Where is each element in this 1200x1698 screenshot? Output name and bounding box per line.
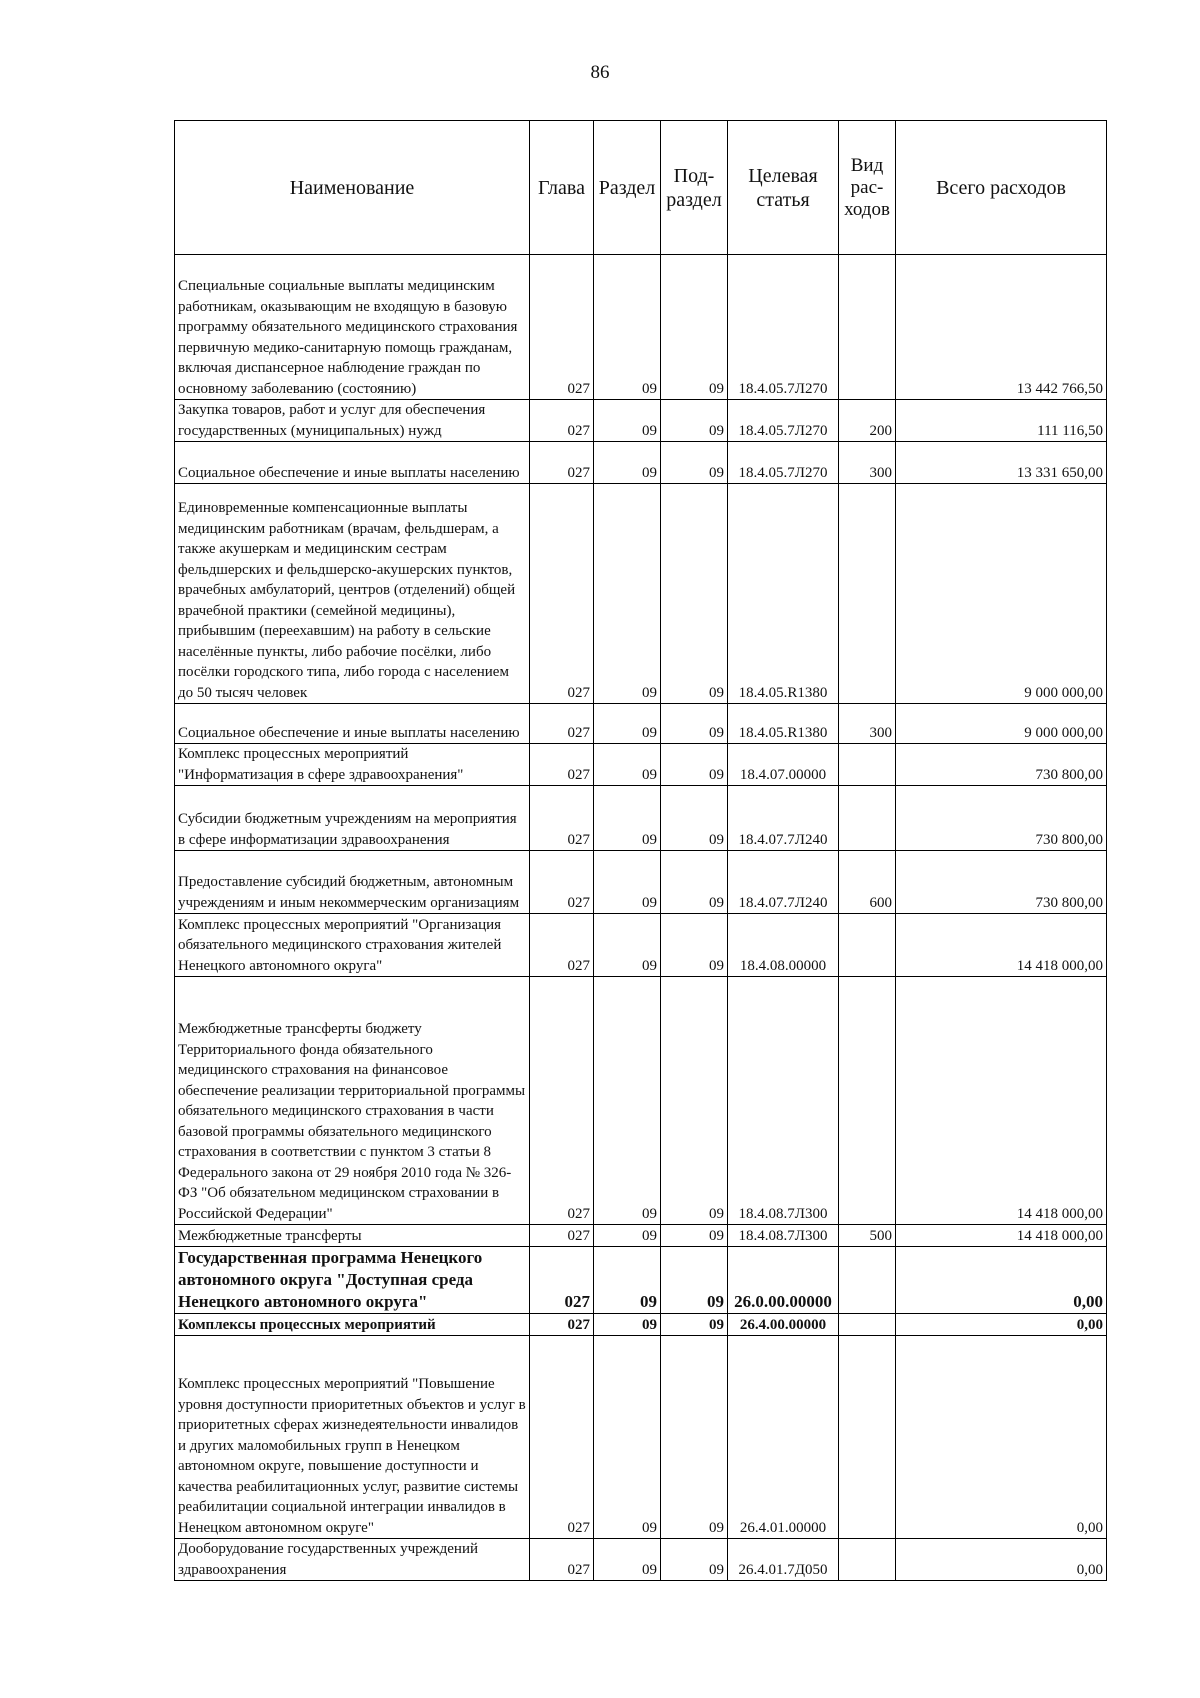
header-target: Целевая статья bbox=[728, 121, 839, 255]
row-section: 09 bbox=[594, 786, 661, 851]
row-chapter: 027 bbox=[530, 255, 594, 400]
table-row bbox=[175, 400, 1107, 442]
header-chapter: Глава bbox=[530, 121, 594, 255]
row-section: 09 bbox=[594, 484, 661, 704]
row-section: 09 bbox=[594, 1225, 661, 1247]
row-section: 09 bbox=[594, 1247, 661, 1314]
row-kind bbox=[839, 786, 896, 851]
header-section: Раздел bbox=[594, 121, 661, 255]
row-kind bbox=[839, 1247, 896, 1314]
row-target: 18.4.05.7Л270 bbox=[728, 400, 839, 442]
row-target: 18.4.08.7Л300 bbox=[728, 977, 839, 1225]
header-name: Наименование bbox=[175, 121, 530, 255]
row-section: 09 bbox=[594, 1539, 661, 1581]
row-subsection: 09 bbox=[661, 786, 728, 851]
row-chapter: 027 bbox=[530, 977, 594, 1225]
row-target: 18.4.05.7Л270 bbox=[728, 442, 839, 484]
table-row bbox=[175, 704, 1107, 744]
table-row bbox=[175, 1247, 1107, 1314]
table-row bbox=[175, 977, 1107, 1225]
row-kind bbox=[839, 1336, 896, 1539]
row-subsection: 09 bbox=[661, 914, 728, 977]
row-subsection: 09 bbox=[661, 744, 728, 786]
row-total: 0,00 bbox=[896, 1314, 1107, 1336]
row-target: 26.4.01.7Д050 bbox=[728, 1539, 839, 1581]
row-chapter: 027 bbox=[530, 1336, 594, 1539]
table-row bbox=[175, 914, 1107, 977]
row-name: Социальное обеспечение и иные выплаты населению bbox=[175, 442, 530, 484]
header-total: Всего расходов bbox=[896, 121, 1107, 255]
table-row bbox=[175, 442, 1107, 484]
row-chapter: 027 bbox=[530, 914, 594, 977]
row-subsection: 09 bbox=[661, 851, 728, 914]
row-section: 09 bbox=[594, 1336, 661, 1539]
row-total: 14 418 000,00 bbox=[896, 914, 1107, 977]
row-subsection: 09 bbox=[661, 1247, 728, 1314]
row-total: 730 800,00 bbox=[896, 851, 1107, 914]
row-subsection: 09 bbox=[661, 977, 728, 1225]
row-total: 0,00 bbox=[896, 1336, 1107, 1539]
row-section: 09 bbox=[594, 442, 661, 484]
row-kind: 500 bbox=[839, 1225, 896, 1247]
row-kind bbox=[839, 914, 896, 977]
row-name: Социальное обеспечение и иные выплаты населению bbox=[175, 704, 530, 744]
row-section: 09 bbox=[594, 851, 661, 914]
header-subsection: Под-раздел bbox=[661, 121, 728, 255]
row-chapter: 027 bbox=[530, 1225, 594, 1247]
row-chapter: 027 bbox=[530, 1314, 594, 1336]
row-section: 09 bbox=[594, 1314, 661, 1336]
row-total: 111 116,50 bbox=[896, 400, 1107, 442]
row-kind: 200 bbox=[839, 400, 896, 442]
table-row bbox=[175, 1225, 1107, 1247]
row-target: 18.4.05.7Л270 bbox=[728, 255, 839, 400]
row-total: 9 000 000,00 bbox=[896, 704, 1107, 744]
row-section: 09 bbox=[594, 977, 661, 1225]
row-kind bbox=[839, 484, 896, 704]
row-total: 9 000 000,00 bbox=[896, 484, 1107, 704]
row-name: Комплекс процессных мероприятий "Организация обязательного медицинского страхования жителей Ненецкого автономного округа" bbox=[175, 914, 530, 977]
header-row bbox=[175, 121, 1107, 255]
row-subsection: 09 bbox=[661, 1539, 728, 1581]
page-number: 86 bbox=[590, 62, 610, 83]
row-name: Государственная программа Ненецкого автономного округа "Доступная среда Ненецкого автономного округа" bbox=[175, 1247, 530, 1314]
row-kind: 300 bbox=[839, 704, 896, 744]
row-target: 18.4.07.00000 bbox=[728, 744, 839, 786]
row-target: 18.4.05.R1380 bbox=[728, 484, 839, 704]
row-target: 26.4.01.00000 bbox=[728, 1336, 839, 1539]
row-name: Комплекс процессных мероприятий "Повышение уровня доступности приоритетных объектов и услуг в приоритетных сферах жизнедеятельности инвалидов и других маломобильных групп в Ненецком автономном округе, повышение доступности и качества реабилитационных услуг, развитие системы реабилитации социальной интеграции инвалидов в Ненецком автономном округе" bbox=[175, 1336, 530, 1539]
row-subsection: 09 bbox=[661, 442, 728, 484]
row-chapter: 027 bbox=[530, 484, 594, 704]
row-chapter: 027 bbox=[530, 442, 594, 484]
row-subsection: 09 bbox=[661, 400, 728, 442]
row-target: 26.0.00.00000 bbox=[728, 1247, 839, 1314]
row-name: Комплексы процессных мероприятий bbox=[175, 1314, 530, 1336]
row-target: 26.4.00.00000 bbox=[728, 1314, 839, 1336]
row-total: 13 331 650,00 bbox=[896, 442, 1107, 484]
table-row bbox=[175, 1336, 1107, 1539]
table-row bbox=[175, 786, 1107, 851]
row-name: Закупка товаров, работ и услуг для обеспечения государственных (муниципальных) нужд bbox=[175, 400, 530, 442]
row-name: Межбюджетные трансферты бюджету Территориального фонда обязательного медицинского страхования на финансовое обеспечение реализации территориальной программы обязательного медицинского страхования в части базовой программы обязательного медицинского страхования в соответствии с пунктом 3 статьи 8 Федерального закона от 29 ноября 2010 года № 326-ФЗ "Об обязательном медицинском страховании в Российской Федерации" bbox=[175, 977, 530, 1225]
table-row bbox=[175, 1314, 1107, 1336]
row-chapter: 027 bbox=[530, 400, 594, 442]
row-name: Специальные социальные выплаты медицинским работникам, оказывающим не входящую в базовую программу обязательного медицинского страхования первичную медико-санитарную помощь гражданам, включая диспансерное наблюдение граждан по основному заболеванию (состоянию) bbox=[175, 255, 530, 400]
row-subsection: 09 bbox=[661, 1225, 728, 1247]
row-subsection: 09 bbox=[661, 484, 728, 704]
row-total: 14 418 000,00 bbox=[896, 1225, 1107, 1247]
row-target: 18.4.08.7Л300 bbox=[728, 1225, 839, 1247]
row-target: 18.4.05.R1380 bbox=[728, 704, 839, 744]
row-chapter: 027 bbox=[530, 1539, 594, 1581]
row-subsection: 09 bbox=[661, 1314, 728, 1336]
row-kind bbox=[839, 744, 896, 786]
row-name: Единовременные компенсационные выплаты медицинским работникам (врачам, фельдшерам, а также акушеркам и медицинским сестрам фельдшерских и фельдшерско-акушерских пунктов, врачебных амбулаторий, центров (отделений) общей врачебной практики (семейной медицины), прибывшим (переехавшим) на работу в сельские населённые пункты, либо рабочие посёлки, либо посёлки городского типа, либо города с населением до 50 тысяч человек bbox=[175, 484, 530, 704]
row-kind bbox=[839, 977, 896, 1225]
row-chapter: 027 bbox=[530, 704, 594, 744]
row-section: 09 bbox=[594, 400, 661, 442]
row-target: 18.4.07.7Л240 bbox=[728, 851, 839, 914]
row-section: 09 bbox=[594, 914, 661, 977]
row-target: 18.4.07.7Л240 bbox=[728, 786, 839, 851]
row-subsection: 09 bbox=[661, 704, 728, 744]
table-row bbox=[175, 744, 1107, 786]
row-subsection: 09 bbox=[661, 1336, 728, 1539]
row-name: Предоставление субсидий бюджетным, автономным учреждениям и иным некоммерческим организациям bbox=[175, 851, 530, 914]
row-section: 09 bbox=[594, 744, 661, 786]
row-section: 09 bbox=[594, 255, 661, 400]
row-kind bbox=[839, 1314, 896, 1336]
row-chapter: 027 bbox=[530, 851, 594, 914]
row-total: 0,00 bbox=[896, 1539, 1107, 1581]
row-chapter: 027 bbox=[530, 786, 594, 851]
row-total: 0,00 bbox=[896, 1247, 1107, 1314]
row-section: 09 bbox=[594, 704, 661, 744]
row-total: 14 418 000,00 bbox=[896, 977, 1107, 1225]
row-name: Межбюджетные трансферты bbox=[175, 1225, 530, 1247]
row-kind bbox=[839, 1539, 896, 1581]
table-row bbox=[175, 484, 1107, 704]
row-kind: 600 bbox=[839, 851, 896, 914]
row-chapter: 027 bbox=[530, 744, 594, 786]
row-chapter: 027 bbox=[530, 1247, 594, 1314]
header-kind: Вид рас-ходов bbox=[839, 121, 896, 255]
row-total: 730 800,00 bbox=[896, 744, 1107, 786]
row-target: 18.4.08.00000 bbox=[728, 914, 839, 977]
table-row bbox=[175, 1539, 1107, 1581]
row-total: 13 442 766,50 bbox=[896, 255, 1107, 400]
table-row bbox=[175, 255, 1107, 400]
row-name: Комплекс процессных мероприятий "Информатизация в сфере здравоохранения" bbox=[175, 744, 530, 786]
row-name: Субсидии бюджетным учреждениям на мероприятия в сфере информатизации здравоохранения bbox=[175, 786, 530, 851]
row-name: Дооборудование государственных учреждений здравоохранения bbox=[175, 1539, 530, 1581]
row-kind: 300 bbox=[839, 442, 896, 484]
table-row bbox=[175, 851, 1107, 914]
row-kind bbox=[839, 255, 896, 400]
budget-table bbox=[174, 120, 1107, 1581]
row-subsection: 09 bbox=[661, 255, 728, 400]
row-total: 730 800,00 bbox=[896, 786, 1107, 851]
